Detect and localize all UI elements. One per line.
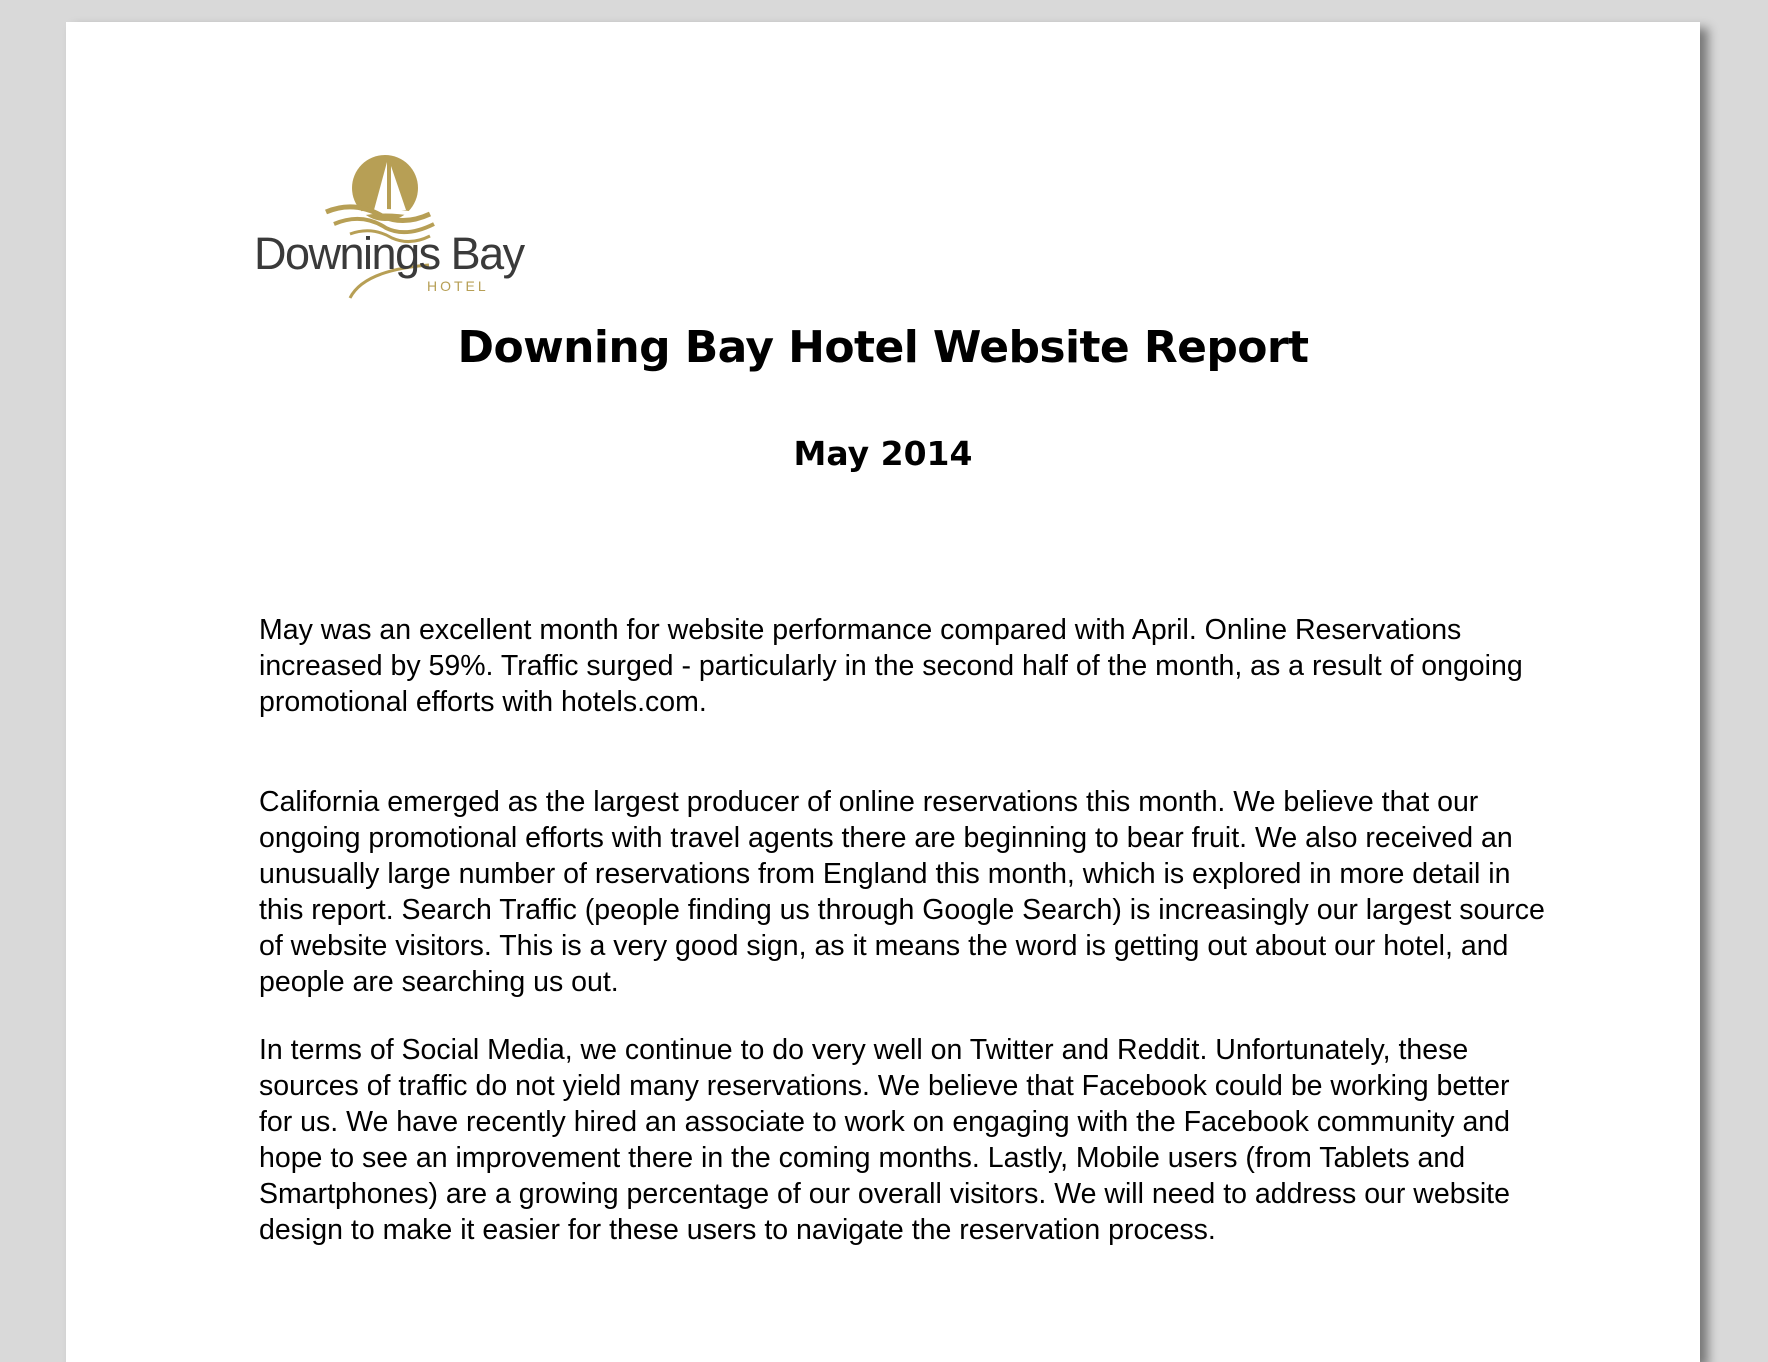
hotel-logo — [254, 140, 534, 310]
logo-name: Downings Bay — [254, 228, 524, 279]
report-title: Downing Bay Hotel Website Report — [457, 322, 1309, 373]
report-subtitle: May 2014 — [793, 434, 973, 473]
sailboat-icon — [254, 140, 534, 310]
paragraph: California emerged as the largest producer of online reservations this month. We believe that our ongoing promotional efforts with travel agents there are beginning to bear fruit. We also received an unusually large number of reservations from England this month, which is explored in more detail in this report. Search Traffic (people finding us through Google Search) is increasingly our largest source of website visitors. This is a very good sign, as it means the word is getting out about our hotel, and people are searching us out. — [259, 786, 1545, 998]
paragraph: May was an excellent month for website performance compared with April. Online Reservations increased by 59%. Traffic surged - particularly in the second half of the month, as a result of ongoing promotional efforts with hotels.com. — [259, 614, 1523, 718]
logo-sub: HOTEL — [427, 278, 489, 294]
paragraph: In terms of Social Media, we continue to do very well on Twitter and Reddit. Unfortunately, these sources of traffic do not yield many reservations. We believe that Facebook could be working better for us. We have recently hired an associate to work on engaging with the Facebook community and hope to see an improvement there in the coming months. Lastly, Mobile users (from Tablets and Smartphones) are a growing percentage of our overall visitors. We will need to address our website design to make it easier for these users to navigate the reservation process. — [259, 1034, 1510, 1246]
document-page — [66, 22, 1700, 1362]
